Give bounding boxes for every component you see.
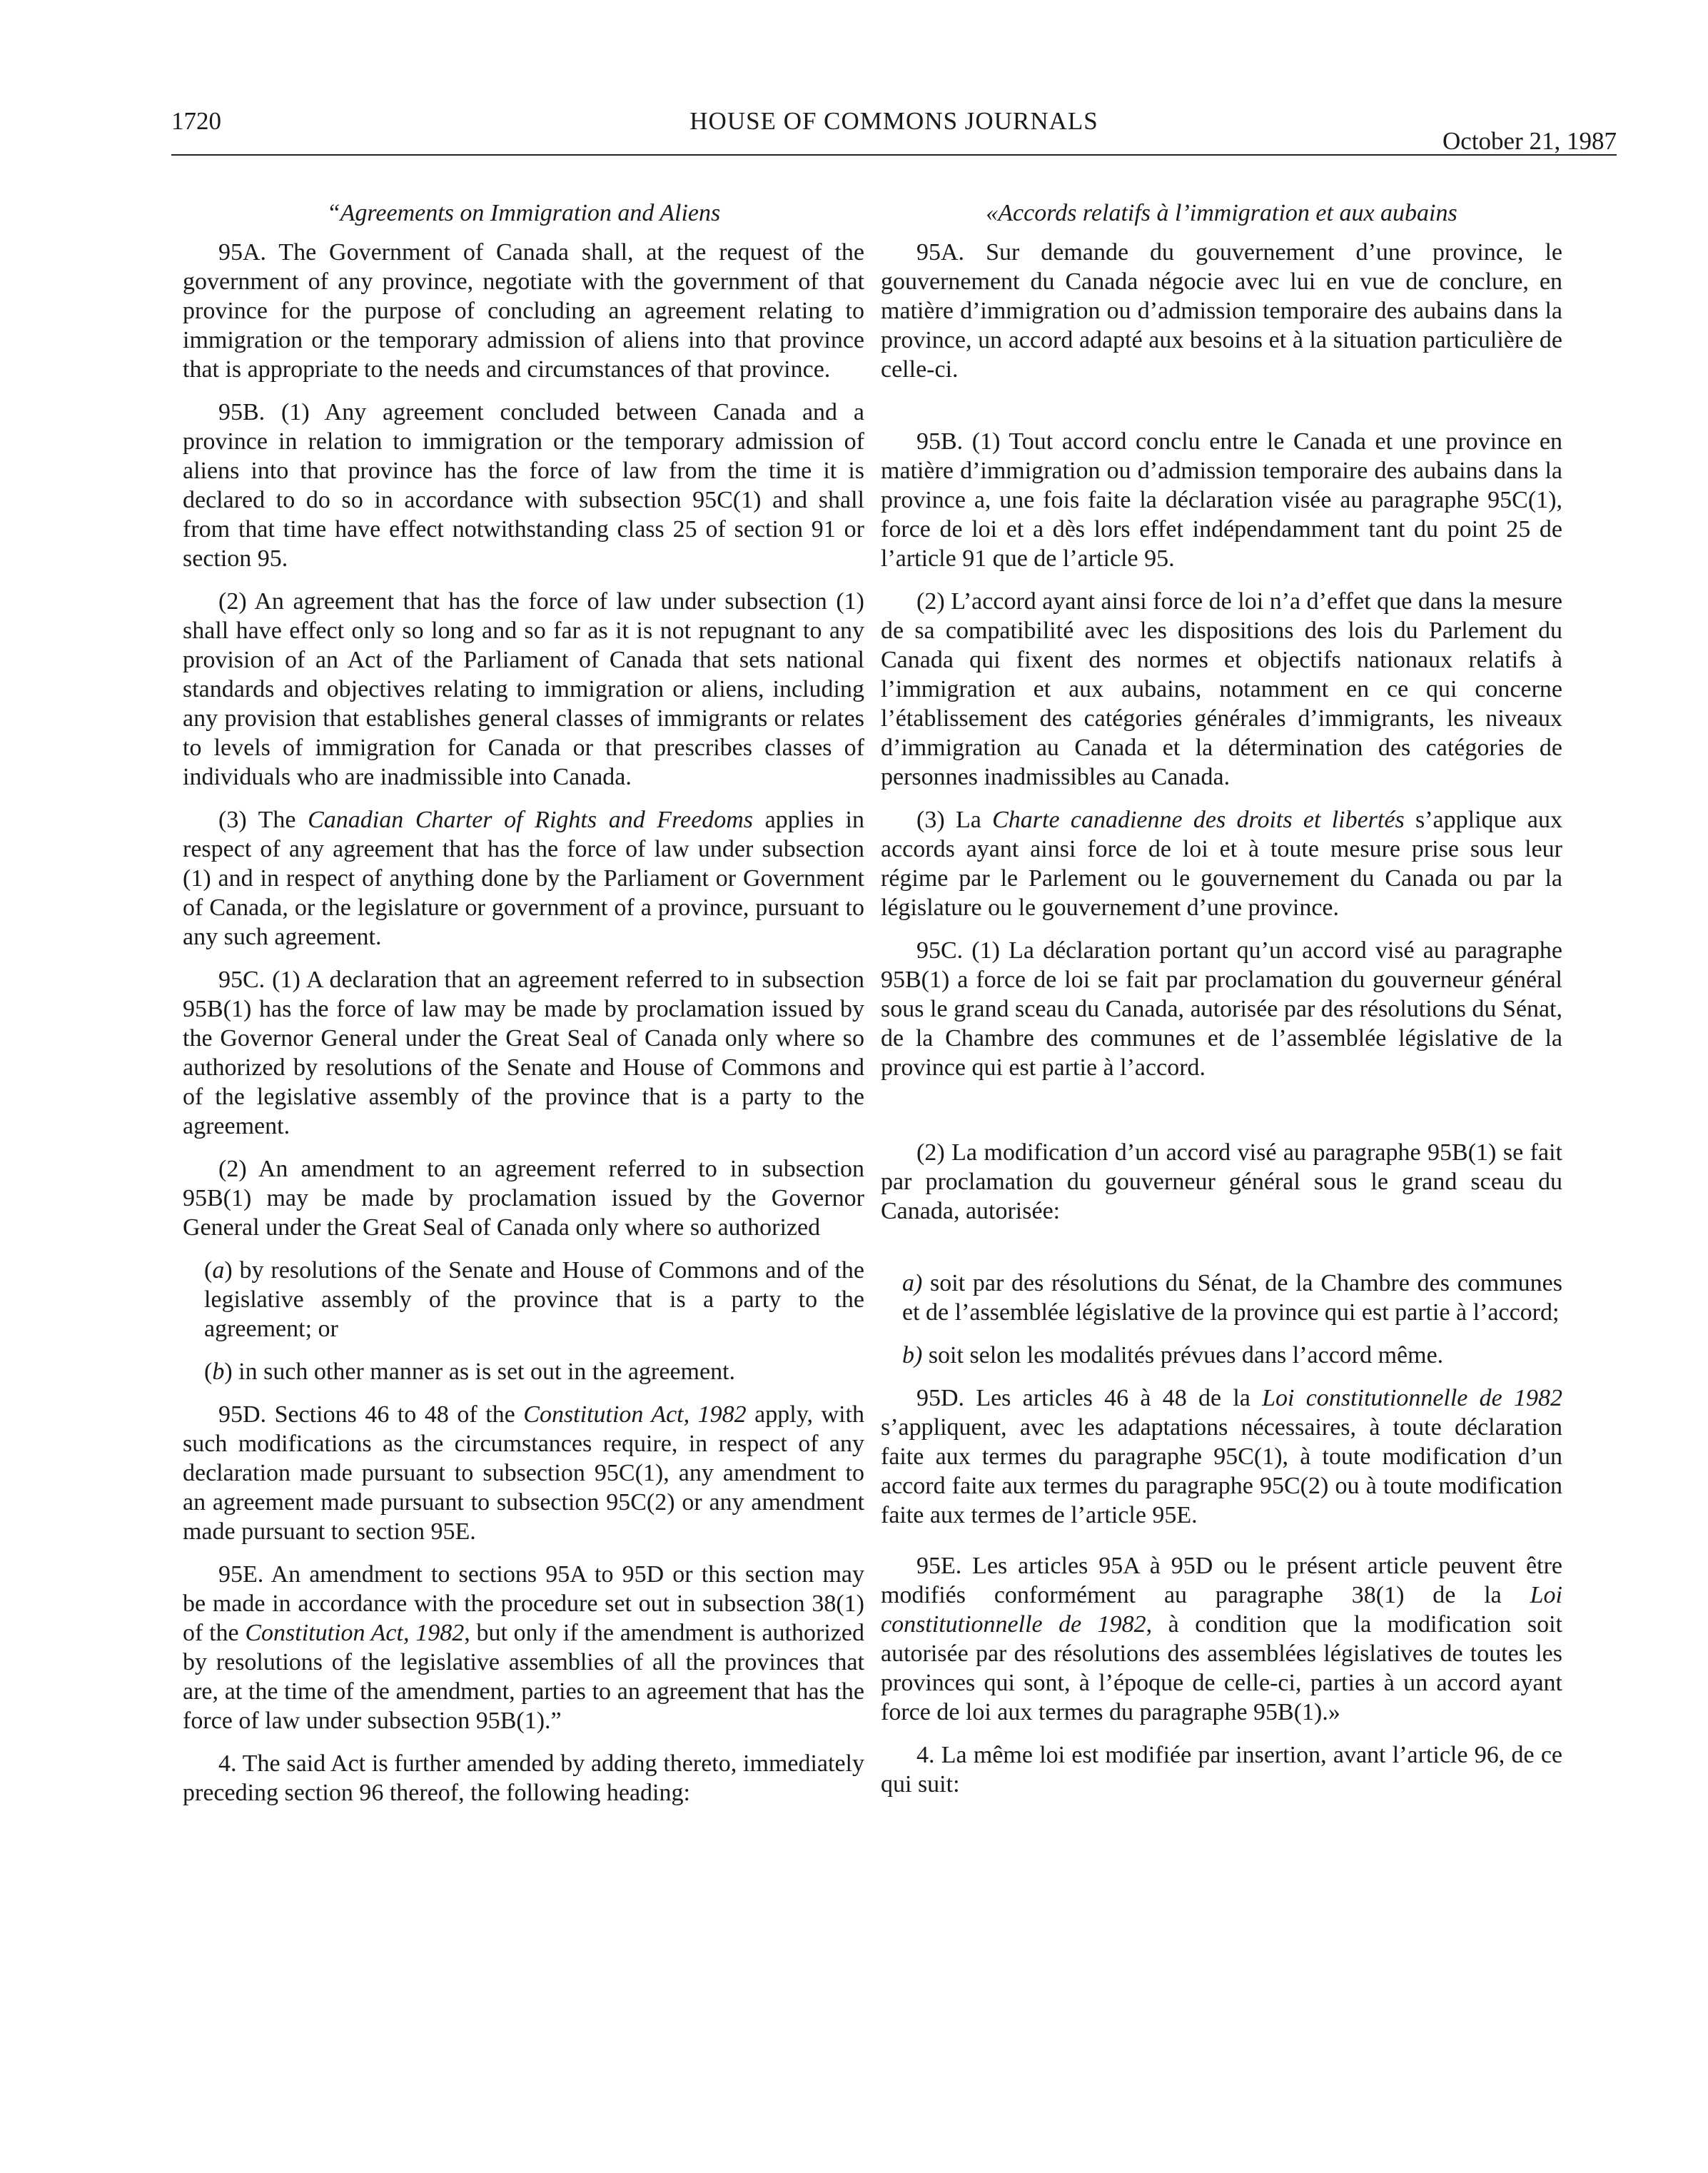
section-95c-1: 95C. (1) La déclaration portant qu’un accord visé au paragraphe 95B(1) a force de loi se fait par proclamation du gouverneur général sous le grand sceau du Canada, autorisée par des résolutions du Sénat, de la Chambre des communes et de l’assemblée législative de la province qui est partie à l’accord. bbox=[881, 937, 1562, 1081]
clause-a: (a) by resolutions of the Senate and House of Commons and of the legislative assembly of the province that is a party to the agreement; or bbox=[204, 1257, 864, 1342]
charter-title: Canadian Charter of Rights and Freedoms bbox=[308, 807, 754, 833]
section-heading: «Accords relatifs à l’immigration et aux aubains bbox=[986, 200, 1457, 226]
section-4: 4. The said Act is further amended by adding thereto, immediately preceding section 96 thereof, the following heading: bbox=[183, 1750, 864, 1806]
act-title: Loi constitutionnelle de 1982 bbox=[1262, 1385, 1563, 1411]
section-95e: 95E. Les articles 95A à 95D ou le présent article peuvent être modifiés conformément au paragraphe 38(1) de la Loi constitutionnelle de 1982, à condition que la modification soit autorisée par des résolutions des assemblées législatives de toutes les provinces qui sont, à l’époque de celle-ci, parties à un accord ayant force de loi aux termes du paragraphe 95B(1).» bbox=[881, 1553, 1563, 1725]
section-95b-3: (3) La Charte canadienne des droits et libertés s’applique aux accords ayant ainsi force de loi et à toute mesure prise sous leur régime par le Parlement ou le gouvernement du Canada ou par la législature ou le gouvernement d’une province. bbox=[881, 807, 1562, 921]
section-95b-2: (2) An agreement that has the force of law under subsection (1) shall have effect only so long and so far as it is not repugnant to any provision of an Act of the Parliament of Canada that sets national standards and objectives relating to immigration or aliens, including any provision that establishes general classes of immigrants or relates to levels of immigration for Canada or that prescribes classes of individuals who are inadmissible into Canada. bbox=[183, 588, 864, 790]
section-95e: 95E. An amendment to sections 95A to 95D or this section may be made in accordance with the procedure set out in subsection 38(1) of the Constitution Act, 1982, but only if the amendment is authorized by resolutions of the legislative assemblies of all the provinces that are, at the time of the amendment, parties to an agreement that has the force of law under subsection 95B(1).” bbox=[183, 1561, 864, 1734]
clause-a: a) soit par des résolutions du Sénat, de la Chambre des communes et de l’assemblée législative de la province qui est partie à l’accord; bbox=[902, 1270, 1562, 1326]
section-95c-1: 95C. (1) A declaration that an agreement referred to in subsection 95B(1) has the force of law may be made by proclamation issued by the Governor General under the Great Seal of Canada only where so authorized by resolutions of the Senate and House of Commons and of the legislative assembly of the province that is a party to the agreement. bbox=[183, 967, 864, 1139]
section-95d: 95D. Sections 46 to 48 of the Constitution Act, 1982 apply, with such modifications as the circumstances require, in respect of any declaration made pursuant to subsection 95C(1), any amendment to an agreement made pursuant to subsection 95C(2) or any amendment made pursuant to section 95E. bbox=[183, 1401, 864, 1545]
section-heading: “Agreements on Immigration and Aliens bbox=[326, 200, 721, 226]
act-title: Constitution Act, 1982 bbox=[245, 1620, 465, 1646]
section-95c-2: (2) An amendment to an agreement referred to in subsection 95B(1) may be made by proclamation issued by the Governor General under the Great Seal of Canada only where so authorized bbox=[183, 1156, 864, 1241]
journal-date: October 21, 1987 bbox=[1442, 127, 1617, 155]
section-95c-2: (2) La modification d’un accord visé au paragraphe 95B(1) se fait par proclamation du gouverneur général sous le grand sceau du Canada, autorisée: bbox=[881, 1139, 1562, 1224]
act-title: Loi constitutionnelle de 1982 bbox=[881, 1582, 1562, 1638]
section-95a: 95A. The Government of Canada shall, at the request of the government of any province, negotiate with the government of that province for the purpose of concluding an agreement relating to immigration or the temporary admission of aliens into that province that is appropriate to the needs and circumstances of that province. bbox=[183, 239, 864, 383]
english-column bbox=[183, 198, 864, 1821]
section-95b-2: (2) L’accord ayant ainsi force de loi n’a d’effet que dans la mesure de sa compatibilité avec les dispositions des lois du Parlement du Canada qui fixent des normes et objectifs nationaux relatifs à l’immigration et aux aubains, notamment en ce qui concerne l’établissement des catégories générales d’immigrants, les niveaux d’immigration au Canada et la détermination des catégories de personnes inadmissibles au Canada. bbox=[881, 588, 1562, 790]
section-95d: 95D. Les articles 46 à 48 de la Loi constitutionnelle de 1982 s’appliquent, avec les adaptations nécessaires, à toute déclaration faite aux termes du paragraphe 95C(1), à toute modification d’un accord faite aux termes du paragraphe 95C(2) ou à toute modification faite aux termes de l’article 95E. bbox=[881, 1385, 1563, 1528]
section-95b-1: 95B. (1) Any agreement concluded between Canada and a province in relation to immigration or the temporary admission of aliens into that province has the force of law from the time it is declared to do so in accordance with subsection 95C(1) and shall from that time have effect notwithstanding class 25 of section 91 or section 95. bbox=[183, 399, 864, 572]
section-95a: 95A. Sur demande du gouvernement d’une province, le gouvernement du Canada négocie avec lui en vue de conclure, en matière d’immigration ou d’admission temporaire des aubains dans la province, un accord adapté aux besoins et à la situation particulière de celle-ci. bbox=[881, 239, 1562, 383]
section-95b-1: 95B. (1) Tout accord conclu entre le Canada et une province en matière d’immigration ou d’admission temporaire des aubains dans la province a, une fois faite la déclaration visée au paragraphe 95C(1), force de loi et a dès lors effet indépendamment tant du point 25 de l’article 91 que de l’article 95. bbox=[881, 428, 1562, 572]
charter-title: Charte canadienne des droits et libertés bbox=[992, 807, 1405, 833]
journal-title: HOUSE OF COMMONS JOURNALS bbox=[689, 107, 1098, 135]
clause-b: b) soit selon les modalités prévues dans l’accord même. bbox=[902, 1342, 1444, 1368]
act-title: Constitution Act, 1982 bbox=[523, 1401, 747, 1428]
page-header bbox=[171, 100, 1617, 156]
page-number: 1720 bbox=[171, 107, 221, 135]
clause-b: (b) in such other manner as is set out in the agreement. bbox=[204, 1358, 736, 1385]
section-4: 4. La même loi est modifiée par insertion, avant l’article 96, de ce qui suit: bbox=[881, 1742, 1562, 1798]
section-95b-3: (3) The Canadian Charter of Rights and Freedoms applies in respect of any agreement that has the force of law under subsection (1) and in respect of anything done by the Parliament or Government of Canada, or the legislature or government of a province, pursuant to any such agreement. bbox=[183, 807, 864, 950]
french-column bbox=[881, 198, 1562, 1812]
